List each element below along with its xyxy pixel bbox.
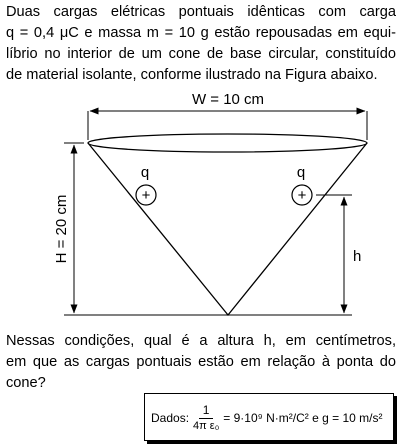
question-text <box>6 331 396 394</box>
intro-line-1: Duas cargas elétricas pontuais idênticas com carga <box>6 4 396 20</box>
charge-right-sign: + <box>297 187 307 204</box>
cone-sides <box>88 143 367 315</box>
charge-right-label: q <box>296 164 306 181</box>
cone-base-ellipse <box>88 134 367 152</box>
data-prefix: Dados: <box>151 411 190 425</box>
width-label: W = 10 cm <box>191 91 265 108</box>
intro-line-2: q = 0,4 μC e massa m = 10 g estão repousadas em equi- <box>6 25 396 41</box>
given-data-box <box>144 393 394 441</box>
question-line-2: em que as cargas pontuais estão em relação à ponta do <box>6 354 396 370</box>
fraction-denominator: 4π ε₀ <box>193 419 220 432</box>
intro-line-4: de material isolante, conforme ilustrado na Figura abaixo. <box>6 67 378 83</box>
data-values: = 9·10⁹ N·m²/C² e g = 10 m/s² <box>223 411 383 425</box>
h-label: h <box>353 248 362 265</box>
question-line-1: Nessas condições, qual é a altura h, em centímetros, <box>6 333 396 349</box>
charge-left-sign: + <box>141 187 151 204</box>
given-data-row <box>151 394 382 442</box>
height-label: H = 20 cm <box>53 194 70 264</box>
question-line-3: cone? <box>6 375 46 391</box>
intro-line-3: líbrio no interior de um cone de base circular, constituído <box>6 46 396 62</box>
fraction-numerator: 1 <box>199 403 214 419</box>
coulomb-fraction <box>193 403 219 434</box>
charge-left-label: q <box>140 164 150 181</box>
